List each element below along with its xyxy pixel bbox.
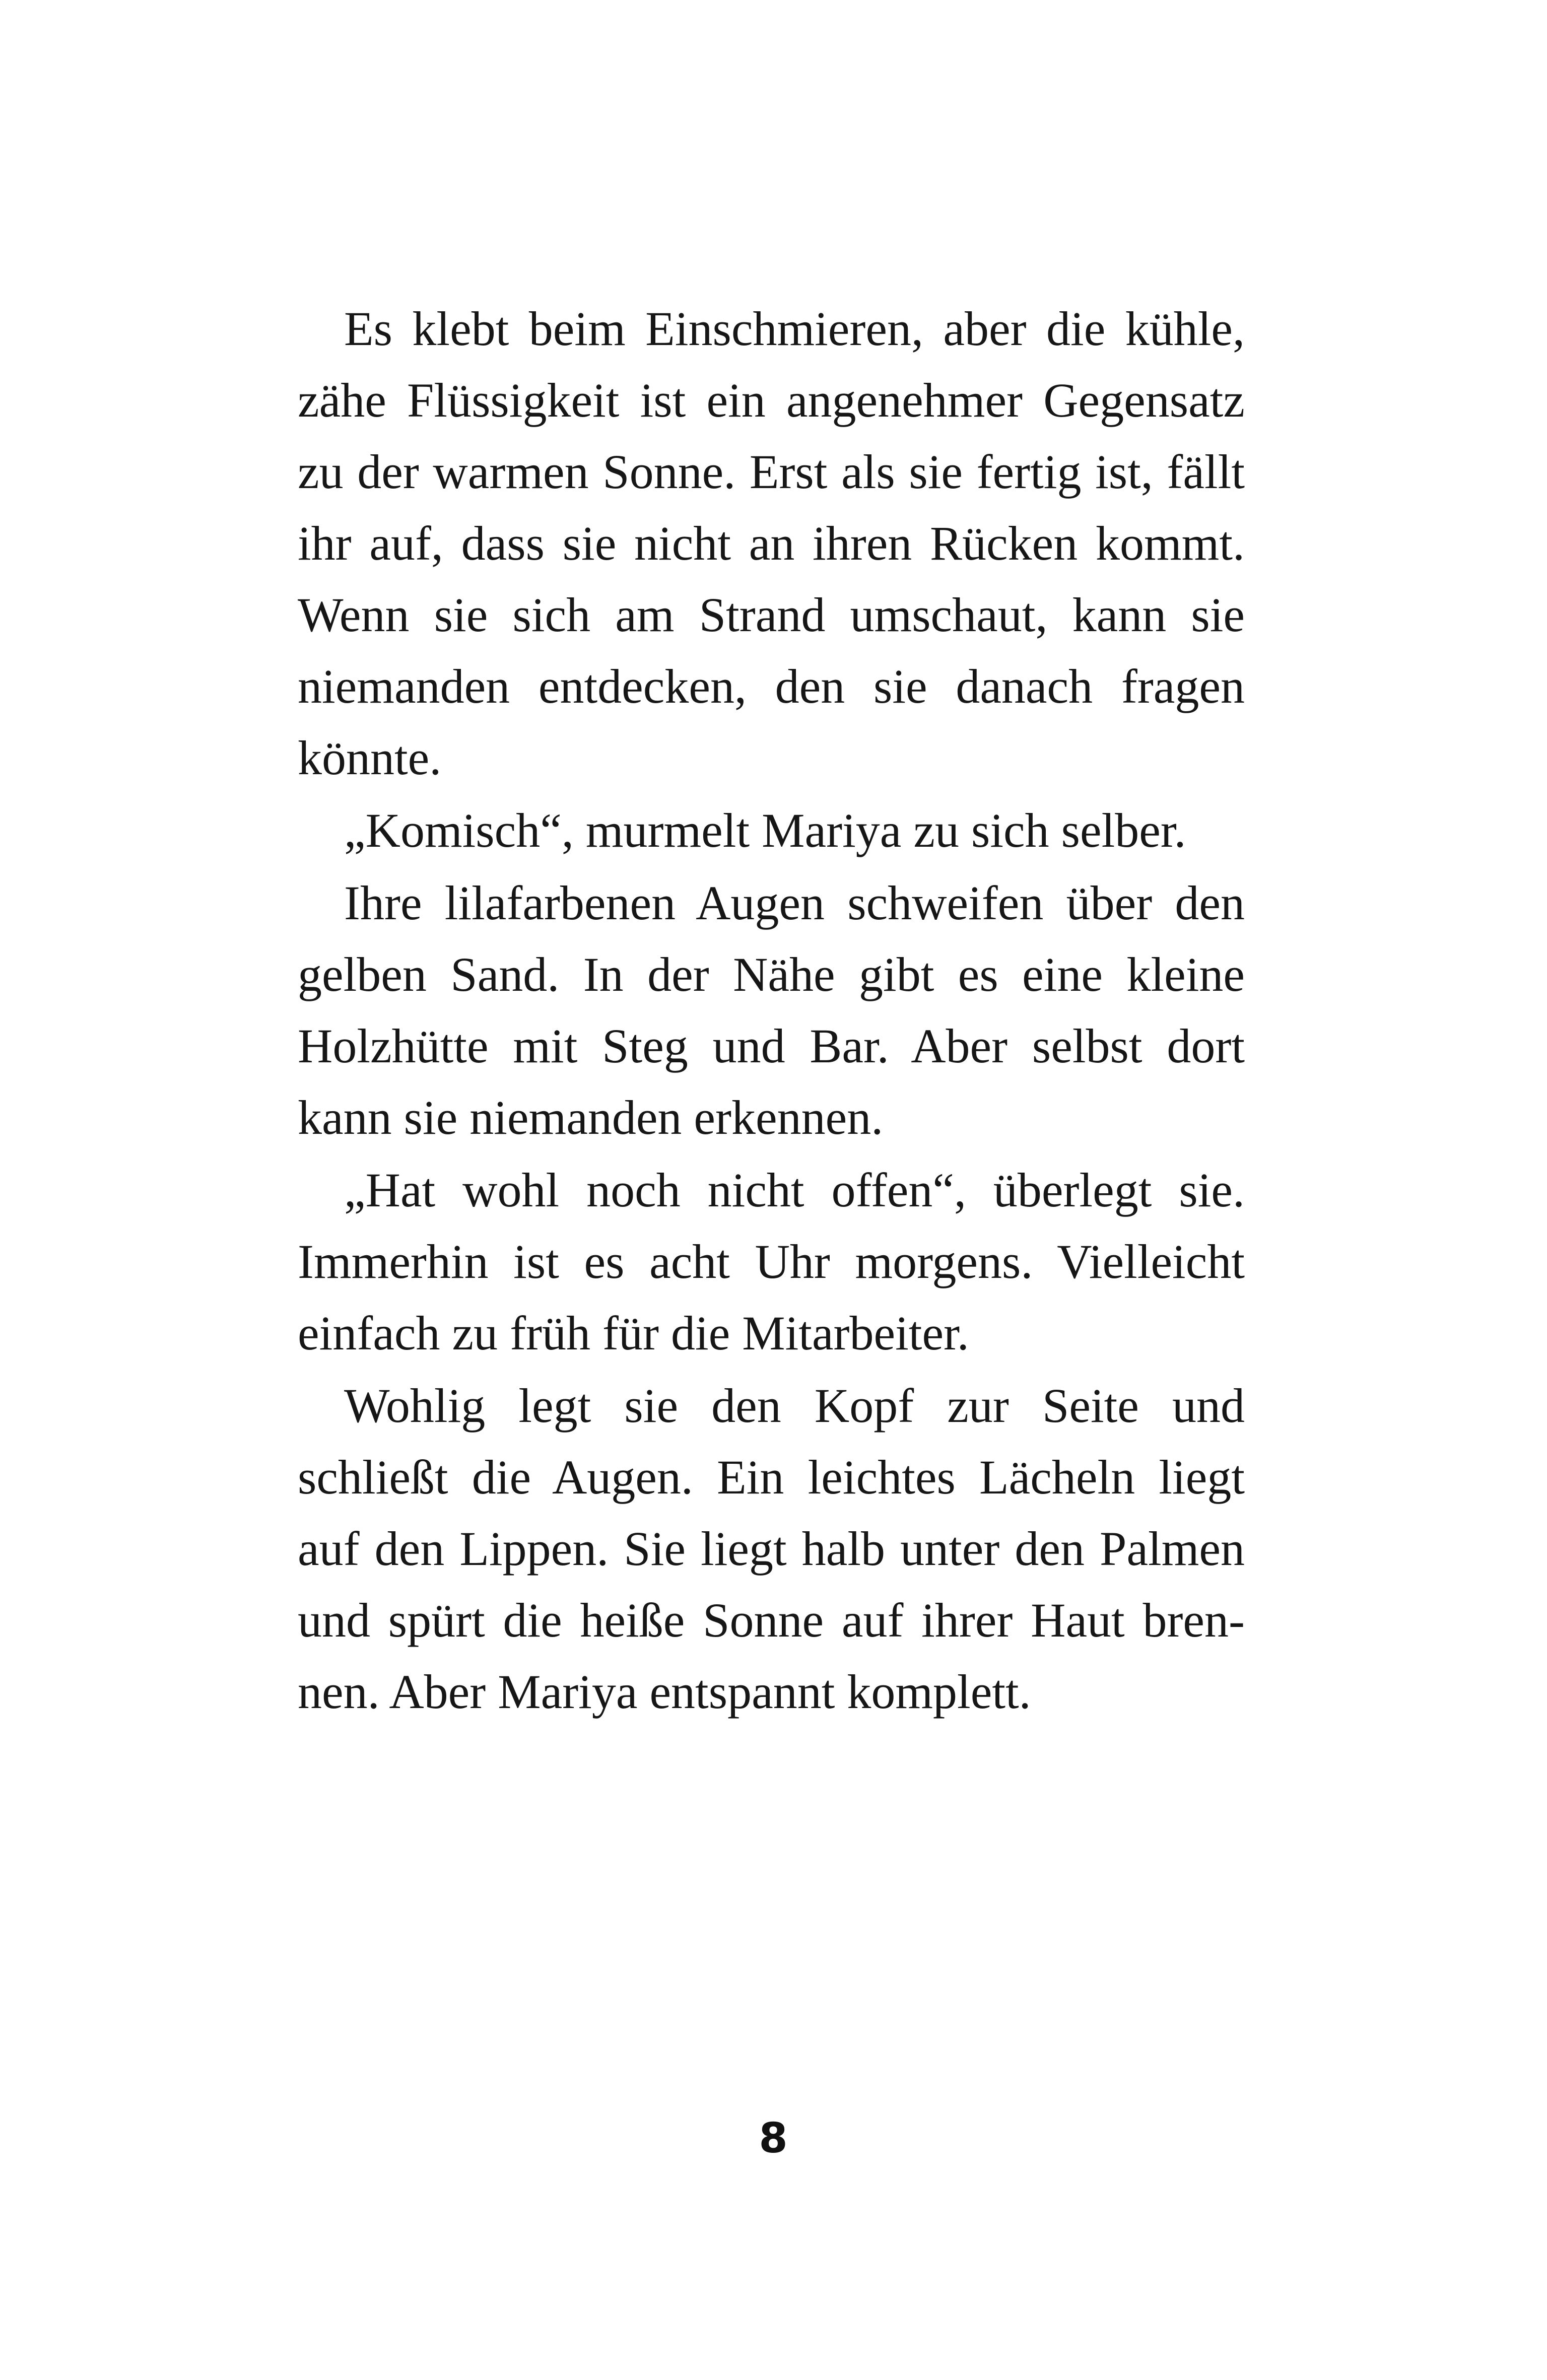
text-line: niemanden entdecken, den sie danach fragen — [298, 659, 1245, 713]
text-line: zähe Flüssigkeit ist ein angenehmer Gegensatz — [298, 373, 1245, 427]
text-line: nen. Aber Mariya entspannt komplett. — [298, 1665, 1031, 1719]
paragraph-3 — [298, 867, 1245, 1153]
text-line: und spürt die heiße Sonne auf ihrer Haut bren- — [298, 1593, 1245, 1647]
text-line: Holzhütte mit Steg und Bar. Aber selbst dort — [298, 1019, 1245, 1073]
text-line: Wohlig legt sie den Kopf zur Seite und — [344, 1379, 1245, 1433]
text-line: gelben Sand. In der Nähe gibt es eine kleine — [298, 947, 1245, 1001]
text-line: schließt die Augen. Ein leichtes Lächeln liegt — [298, 1450, 1245, 1504]
text-line: „Komisch“, murmelt Mariya zu sich selber. — [344, 803, 1186, 857]
text-line: Wenn sie sich am Strand umschaut, kann sie — [298, 588, 1245, 642]
page-number: 8 — [759, 2115, 788, 2162]
body-text — [298, 293, 1245, 1728]
text-line: kann sie niemanden erkennen. — [298, 1091, 884, 1144]
text-line: Ihre lilafarbenen Augen schweifen über den — [344, 876, 1245, 930]
text-line: Es klebt beim Einschmieren, aber die kühle, — [344, 302, 1245, 356]
paragraph-2 — [298, 795, 1245, 866]
text-line: ihr auf, dass sie nicht an ihren Rücken kommt. — [298, 516, 1245, 570]
paragraph-1 — [298, 293, 1245, 794]
text-line: auf den Lippen. Sie liegt halb unter den Palmen — [298, 1522, 1245, 1576]
text-line: zu der warmen Sonne. Erst als sie fertig ist, fällt — [298, 445, 1245, 499]
text-line: könnte. — [298, 731, 442, 785]
paragraph-4 — [298, 1154, 1245, 1369]
text-line: Immerhin ist es acht Uhr morgens. Vielleicht — [298, 1235, 1245, 1288]
text-line: „Hat wohl noch nicht offen“, überlegt sie. — [344, 1163, 1245, 1217]
paragraph-5 — [298, 1370, 1245, 1728]
text-line: einfach zu früh für die Mitarbeiter. — [298, 1306, 969, 1360]
